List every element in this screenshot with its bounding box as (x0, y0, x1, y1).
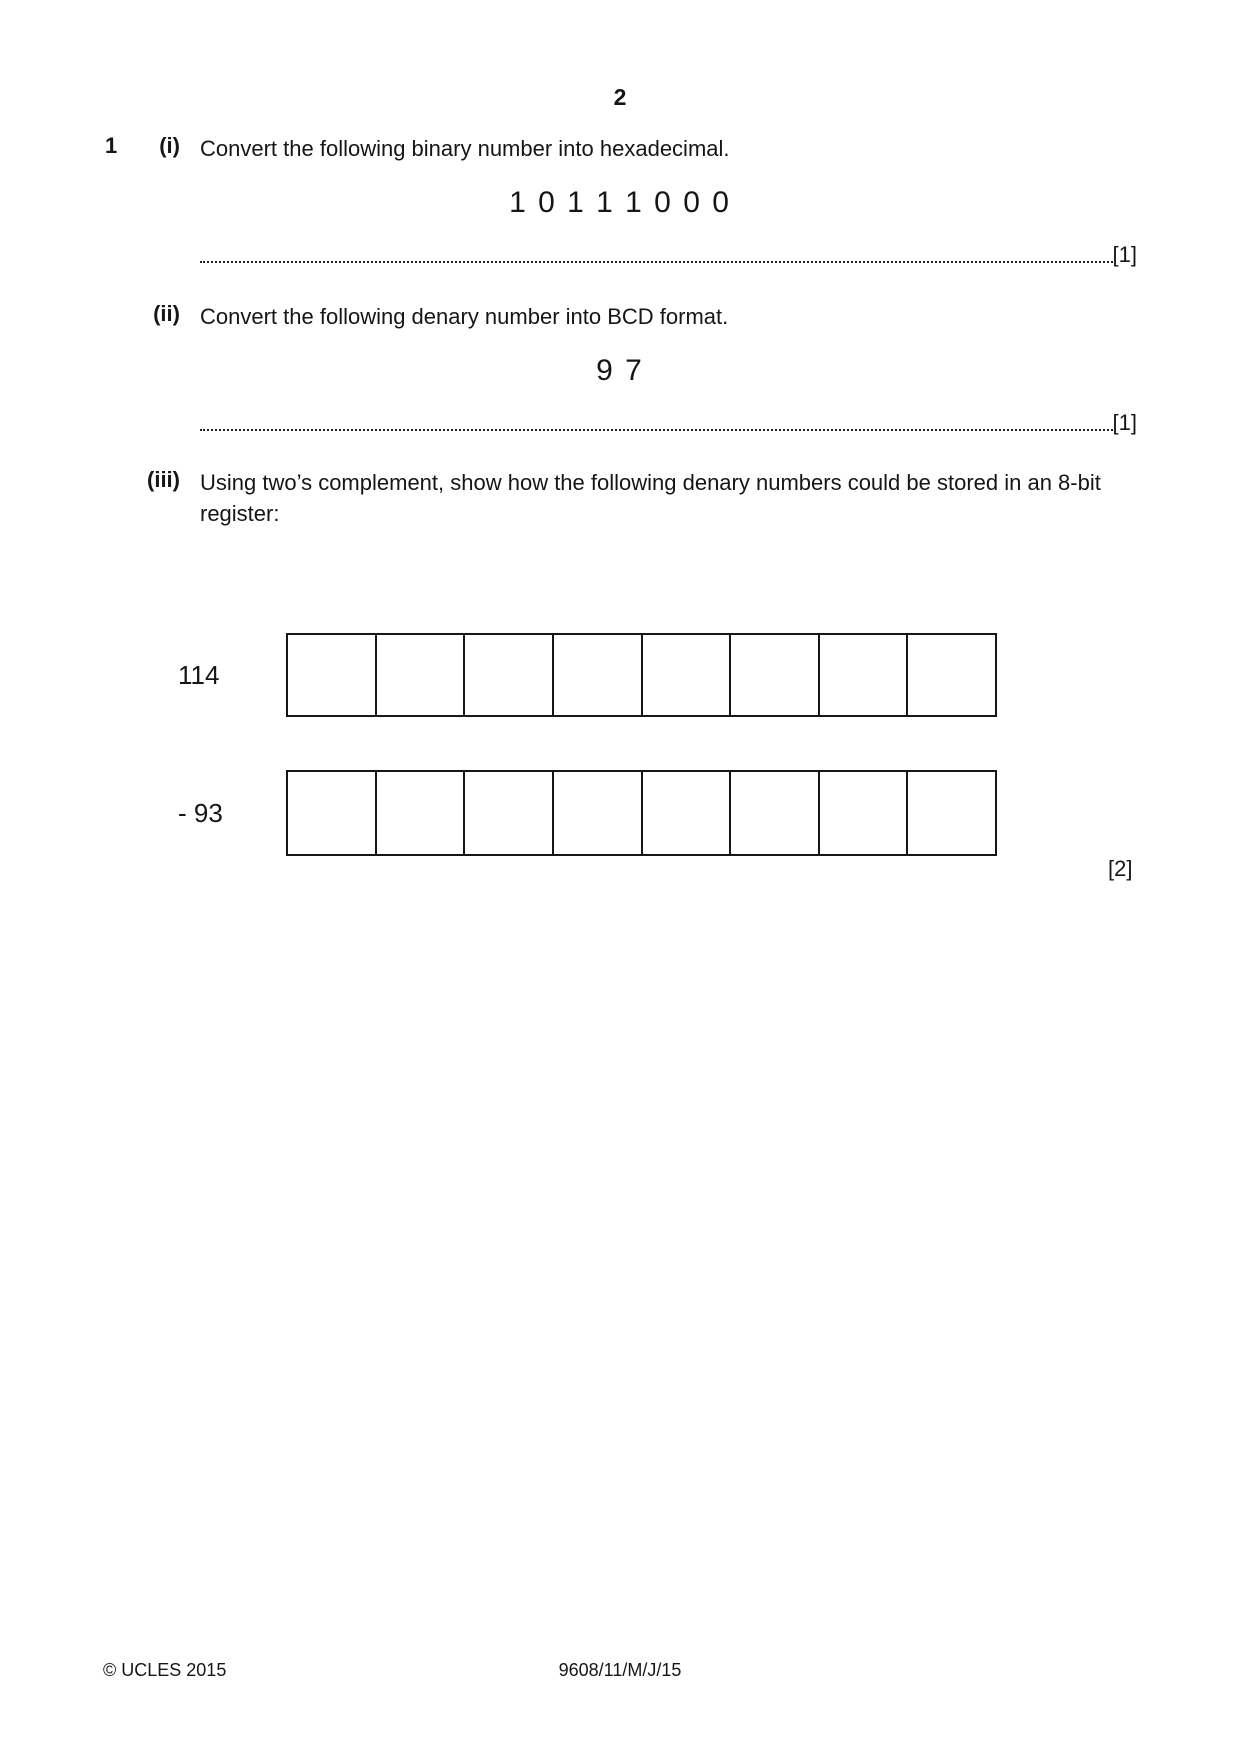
register-row-minus-93 (0, 770, 1240, 856)
marks-iii: [2] (1108, 856, 1133, 881)
binary-value: 1 0 1 1 1 0 0 0 (509, 186, 731, 219)
copyright-text: © UCLES 2015 (103, 1660, 227, 1680)
dotted-answer-line[interactable] (200, 429, 1113, 431)
register-bit-cell[interactable] (375, 635, 464, 715)
register-bit-cell[interactable] (641, 635, 730, 715)
register-8bit (286, 770, 997, 856)
answer-line-ii[interactable] (200, 406, 1137, 436)
question-number: 1 (105, 133, 118, 158)
question-line-ii (0, 301, 1240, 331)
register-bit-cell[interactable] (463, 635, 552, 715)
question-line-iii (0, 467, 1240, 537)
dotted-answer-line[interactable] (200, 261, 1113, 263)
register-8bit (286, 633, 997, 717)
question-line-i (0, 133, 1240, 163)
register-bit-cell[interactable] (906, 772, 995, 854)
register-bit-cell[interactable] (463, 772, 552, 854)
register-label: - 93 (178, 797, 223, 828)
marks-i: [1] (1112, 242, 1137, 267)
register-bit-cell[interactable] (729, 635, 818, 715)
register-bit-cell[interactable] (552, 635, 641, 715)
part-label-ii: (ii) (153, 301, 180, 326)
register-bit-cell[interactable] (288, 772, 375, 854)
page-number: 2 (613, 84, 627, 110)
prompt-iii (200, 467, 1137, 529)
register-bit-cell[interactable] (552, 772, 641, 854)
register-bit-cell[interactable] (641, 772, 730, 854)
denary-value: 9 7 (596, 354, 644, 387)
register-bit-cell[interactable] (818, 635, 907, 715)
register-bit-cell[interactable] (288, 635, 375, 715)
prompt-iii-line1: Using two’s complement, show how the following denary numbers could be stored in an 8-bit (200, 470, 1101, 495)
part-label-iii: (iii) (147, 467, 180, 492)
register-row-114 (0, 633, 1240, 717)
answer-line-i[interactable] (200, 238, 1137, 268)
prompt-iii-line2: register: (200, 501, 280, 526)
register-bit-cell[interactable] (375, 772, 464, 854)
prompt-i: Convert the following binary number into hexadecimal. (200, 136, 730, 161)
register-bit-cell[interactable] (818, 772, 907, 854)
prompt-ii: Convert the following denary number into BCD format. (200, 304, 729, 329)
marks-ii: [1] (1112, 410, 1137, 435)
paper-reference: 9608/11/M/J/15 (558, 1660, 682, 1680)
register-bit-cell[interactable] (906, 635, 995, 715)
part-label-i: (i) (159, 133, 180, 158)
register-bit-cell[interactable] (729, 772, 818, 854)
register-label: 114 (178, 659, 220, 690)
